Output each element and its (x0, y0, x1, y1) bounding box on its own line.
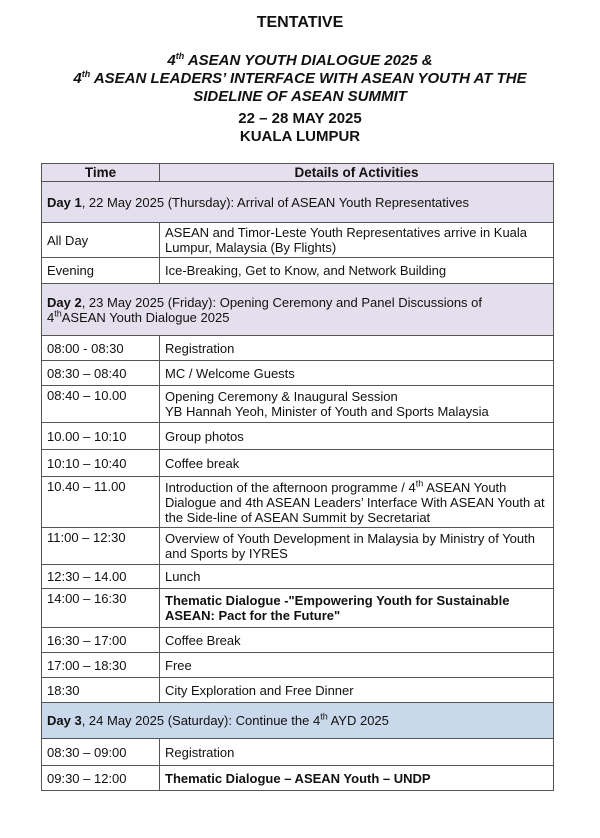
time-cell: 08:00 - 08:30 (42, 336, 160, 361)
time-cell: All Day (42, 223, 160, 258)
time-cell: 10:10 – 10:40 (42, 450, 160, 477)
time-cell: 10.40 – 11.00 (42, 477, 160, 528)
day-1-cell: Day 1, 22 May 2025 (Thursday): Arrival of ASEAN Youth Representatives (42, 182, 554, 223)
table-row (42, 477, 554, 528)
detail-cell: Overview of Youth Development in Malaysia by Ministry of Youth and Sports by IYRES (160, 528, 554, 565)
day-1-header (42, 182, 554, 223)
detail-cell: Thematic Dialogue -"Empowering Youth for Sustainable ASEAN: Pact for the Future" (160, 589, 554, 628)
detail-cell: Lunch (160, 565, 554, 589)
table-header-row (42, 164, 554, 182)
time-cell: 18:30 (42, 678, 160, 703)
event-dates: 22 – 28 MAY 2025 (238, 110, 362, 127)
time-cell: 17:00 – 18:30 (42, 653, 160, 678)
detail-line: YB Hannah Yeoh, Minister of Youth and Sports Malaysia (165, 404, 489, 419)
table-row (42, 589, 554, 628)
detail-cell: City Exploration and Free Dinner (160, 678, 554, 703)
detail-cell: Introduction of the afternoon programme / 4th ASEAN Youth Dialogue and 4th ASEAN Leaders’ Interface With ASEAN Youth at the Side-line of ASEAN Summit by Secretariat (160, 477, 554, 528)
detail-cell: Group photos (160, 423, 554, 450)
day-2-cell: Day 2, 23 May 2025 (Friday): Opening Ceremony and Panel Discussions of 4thASEAN Youth Dialogue 2025 (42, 284, 554, 336)
title-line-3: SIDELINE OF ASEAN SUMMIT (193, 88, 407, 105)
document-status: TENTATIVE (256, 14, 344, 31)
detail-cell: Coffee break (160, 450, 554, 477)
detail-cell: Free (160, 653, 554, 678)
table-row (42, 223, 554, 258)
table-row (42, 528, 554, 565)
event-location: KUALA LUMPUR (239, 128, 361, 145)
event-title (0, 52, 600, 106)
time-cell: Evening (42, 258, 160, 284)
day-2-header (42, 284, 554, 336)
detail-line: Opening Ceremony & Inaugural Session (165, 389, 398, 404)
table-row (42, 653, 554, 678)
table-row (42, 565, 554, 589)
detail-cell: Ice-Breaking, Get to Know, and Network Building (160, 258, 554, 284)
time-cell: 12:30 – 14.00 (42, 565, 160, 589)
detail-cell: Registration (160, 739, 554, 766)
col-header-details: Details of Activities (160, 164, 554, 182)
table-row (42, 628, 554, 653)
time-cell: 08:30 – 09:00 (42, 739, 160, 766)
table-row (42, 678, 554, 703)
schedule-table (41, 163, 554, 791)
detail-cell (160, 386, 554, 423)
detail-cell: Thematic Dialogue – ASEAN Youth – UNDP (160, 766, 554, 791)
detail-cell: Registration (160, 336, 554, 361)
table-row (42, 336, 554, 361)
day-3-cell: Day 3, 24 May 2025 (Saturday): Continue the 4th AYD 2025 (42, 703, 554, 739)
event-dates-location (0, 110, 600, 146)
detail-cell: ASEAN and Timor-Leste Youth Representatives arrive in Kuala Lumpur, Malaysia (By Flights) (160, 223, 554, 258)
day-3-header (42, 703, 554, 739)
time-cell: 08:30 – 08:40 (42, 361, 160, 386)
detail-cell: MC / Welcome Guests (160, 361, 554, 386)
time-cell: 08:40 – 10.00 (42, 386, 160, 423)
title-line-1: 4th ASEAN YOUTH DIALOGUE 2025 & (167, 51, 433, 69)
table-row (42, 739, 554, 766)
table-row (42, 258, 554, 284)
time-cell: 11:00 – 12:30 (42, 528, 160, 565)
title-line-2: 4th ASEAN LEADERS’ INTERFACE WITH ASEAN YOUTH AT THE (73, 69, 527, 87)
table-row (42, 766, 554, 791)
time-cell: 10.00 – 10:10 (42, 423, 160, 450)
table-row (42, 450, 554, 477)
time-cell: 16:30 – 17:00 (42, 628, 160, 653)
time-cell: 14:00 – 16:30 (42, 589, 160, 628)
col-header-time: Time (42, 164, 160, 182)
detail-cell: Coffee Break (160, 628, 554, 653)
table-row (42, 386, 554, 423)
table-row (42, 361, 554, 386)
table-row (42, 423, 554, 450)
time-cell: 09:30 – 12:00 (42, 766, 160, 791)
